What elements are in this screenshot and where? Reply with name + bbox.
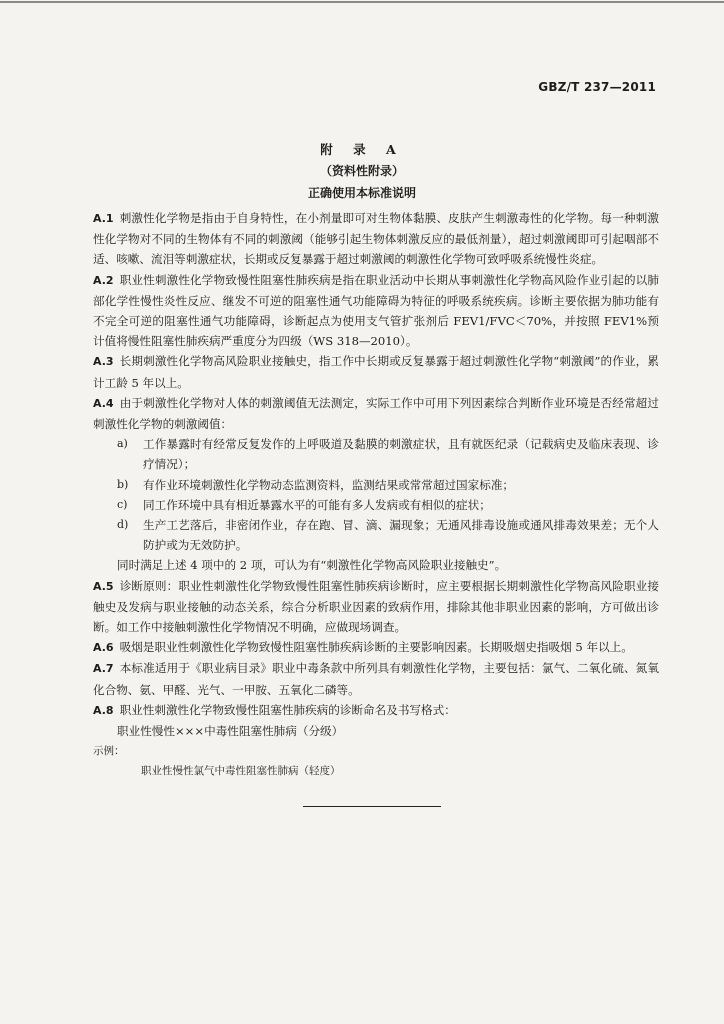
annex-subtitle: 正确使用本标准说明 <box>307 186 416 200</box>
section-number: A.3 <box>93 355 114 369</box>
list-marker: a) <box>117 437 128 451</box>
list-marker: d) <box>117 518 129 532</box>
a4-conclusion: 同时满足上述 4 项中的 2 项，可认为有“刺激性化学物高风险职业接触史”。 <box>117 558 507 573</box>
list-marker: c) <box>117 497 128 511</box>
list-item-d <box>93 515 659 555</box>
section-a4 <box>93 393 659 434</box>
standard-code: GBZ/T 237—2011 <box>538 80 656 94</box>
annex-nature: （资料性附录） <box>319 164 404 178</box>
section-text: 本标准适用于《职业病目录》职业中毒条款中所列具有刺激性化学物，主要包括：氯气、二氧化硫、氮氧化合物、氨、甲醛、光气、一甲胺、五氧化二磷等。 <box>93 661 659 697</box>
list-marker: b) <box>117 477 129 491</box>
list-item-a <box>93 434 659 474</box>
list-text: 工作暴露时有经常反复发作的上呼吸道及黏膜的刺激症状，且有就医纪录（记载病史及临床表现、诊疗情况）； <box>143 437 659 472</box>
list-text: 有作业环境刺激性化学物动态监测资料，监测结果或常常超过国家标准； <box>143 477 515 492</box>
annex-title: 附 录 A <box>320 142 404 157</box>
section-a3 <box>93 351 659 392</box>
section-number: A.2 <box>93 273 114 287</box>
section-number: A.5 <box>93 579 114 593</box>
section-text: 职业性刺激性化学物致慢性阻塞性肺疾病是指在职业活动中长期从事刺激性化学物高风险作业引起的以肺部化学性慢性炎性反应、继发不可逆的阻塞性通气功能障碍为特征的呼吸系统疾病。诊断主要依据为肺功能有不完全可逆的阻塞性通气功能障碍，诊断起点为使用支气管扩张剂后 FEV1/FVC＜70%，并按照 FEV1%预计值将慢性阻塞性肺疾病严重度分为四级（WS 318—2010）。 <box>93 272 659 349</box>
section-number: A.7 <box>93 662 114 676</box>
list-text: 生产工艺落后，非密闭作业，存在跑、冒、滴、漏现象；无通风排毒设施或通风排毒效果差；无个人防护或为无效防护。 <box>143 518 659 553</box>
section-a5 <box>93 576 659 638</box>
section-number: A.4 <box>93 396 114 410</box>
section-text: 刺激性化学物是指由于自身特性，在小剂量即可对生物体黏膜、皮肤产生刺激毒性的化学物。每一种刺激性化学物对不同的生物体有不同的刺激阈（能够引起生物体刺激反应的最低剂量），超过刺激阈即可引起咽部不适、咳嗽、流泪等刺激症状，长期或反复暴露于超过刺激阈的刺激性化学物可致呼吸系统慢性炎症。 <box>93 211 659 267</box>
section-a6 <box>93 637 659 658</box>
section-a8 <box>93 700 659 721</box>
list-text: 同工作环境中具有相近暴露水平的可能有多人发病或有相似的症状； <box>143 497 491 512</box>
section-a1 <box>93 208 659 270</box>
section-text: 诊断原则：职业性刺激性化学物致慢性阻塞性肺疾病诊断时，应主要根据长期刺激性化学物高风险职业接触史及发病与职业接触的动态关系，综合分析职业因素的致病作用，排除其他非职业因素的影响，方可做出诊断。如工作中接触刺激性化学物情况不明确，应做现场调查。 <box>93 578 659 635</box>
naming-format: 职业性慢性×××中毒性阻塞性肺病（分级） <box>117 724 344 739</box>
list-item-b <box>93 475 659 495</box>
section-text: 吸烟是职业性刺激性化学物致慢性阻塞性肺疾病诊断的主要影响因素。长期吸烟史指吸烟 5 年以上。 <box>119 640 633 655</box>
annex-body <box>93 208 659 782</box>
end-rule <box>303 806 441 807</box>
section-text: 职业性刺激性化学物致慢性阻塞性肺疾病的诊断命名及书写格式： <box>119 702 456 717</box>
section-text: 长期刺激性化学物高风险职业接触史，指工作中长期或反复暴露于超过刺激性化学物“刺激阈”的作业，累计工龄 5 年以上。 <box>93 354 659 390</box>
section-number: A.1 <box>93 212 114 225</box>
list-item-c <box>93 495 659 515</box>
section-a7 <box>93 658 659 699</box>
top-border-line <box>0 1 724 3</box>
section-number: A.6 <box>93 641 114 655</box>
example-text: 职业性慢性氯气中毒性阻塞性肺病（轻度） <box>141 765 341 778</box>
section-number: A.8 <box>93 703 114 717</box>
example-label: 示例： <box>93 745 125 758</box>
section-text: 由于刺激性化学物对人体的刺激阈值无法测定，实际工作中可用下列因素综合判断作业环境是否经常超过刺激性化学物的刺激阈值： <box>93 395 659 432</box>
section-a2 <box>93 270 659 352</box>
